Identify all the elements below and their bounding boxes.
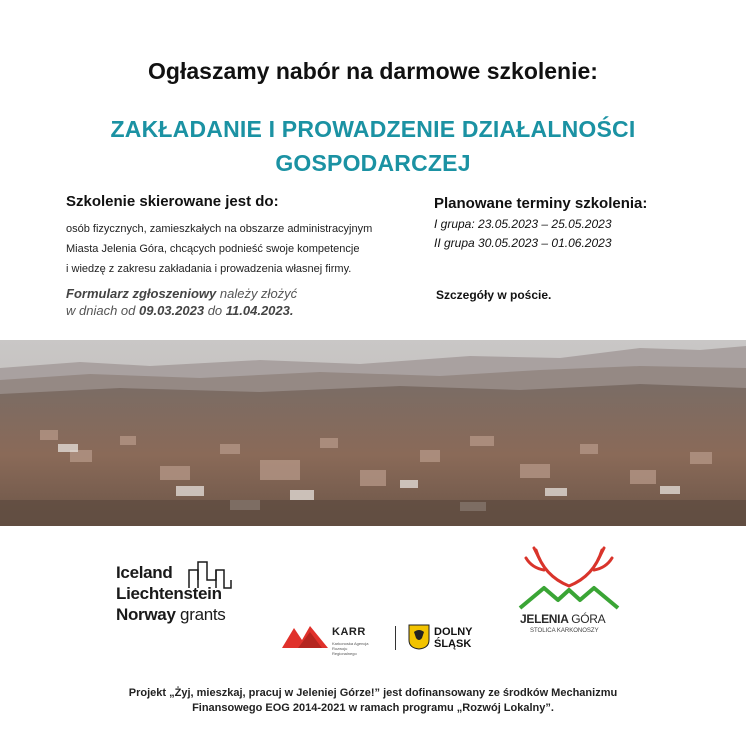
karr-mountain-icon xyxy=(282,622,328,648)
form-info xyxy=(66,285,297,319)
training-title-line1: ZAKŁADANIE I PROWADZENIE DZIAŁALNOŚCI xyxy=(110,116,636,142)
jelenia-gora-name-b: GÓRA xyxy=(571,612,606,626)
jelenia-gora-logo xyxy=(514,546,624,634)
form-date-from: 09.03.2023 xyxy=(139,303,205,318)
audience-heading: Szkolenie skierowane jest do: xyxy=(66,193,279,210)
eea-flags-icon xyxy=(188,558,232,590)
footer-line1: Projekt „Żyj, mieszkaj, pracuj w Jeleniej Górze!” jest dofinansowany ze środków Mechanizmu xyxy=(128,687,618,699)
logo-divider xyxy=(395,626,396,650)
headline: Ogłaszamy nabór na darmowe szkolenie: xyxy=(148,58,598,84)
eea-iceland: Iceland xyxy=(116,563,173,582)
deer-antlers-icon xyxy=(514,546,624,610)
jelenia-gora-subtitle: STOLICA KARKONOSZY xyxy=(530,628,599,634)
dolny-slask-line2: ŚLĄSK xyxy=(434,638,472,650)
form-text: do xyxy=(204,303,226,318)
eea-grants: grants xyxy=(180,605,226,624)
jelenia-gora-name-a: JELENIA xyxy=(520,612,569,626)
audience-description xyxy=(66,219,426,279)
details-note: Szczegóły w poście. xyxy=(436,288,552,302)
form-date-to: 11.04.2023. xyxy=(225,303,294,318)
eea-liechtenstein: Liechtenstein xyxy=(116,584,222,603)
schedule-group-1: I grupa: 23.05.2023 – 25.05.2023 xyxy=(434,217,612,231)
city-panorama-image xyxy=(0,340,746,526)
eea-norway: Norway xyxy=(116,605,176,624)
karr-name: KARR xyxy=(332,626,366,638)
audience-line: osób fizycznych, zamieszkałych na obszarze administracyjnym xyxy=(66,223,373,235)
form-text: w dniach od xyxy=(66,303,139,318)
project-footer xyxy=(40,686,706,716)
form-text: należy złożyć xyxy=(216,286,298,301)
eea-grants-logo xyxy=(116,562,226,625)
training-title xyxy=(40,112,706,180)
form-label: Formularz zgłoszeniowy xyxy=(66,286,217,301)
karr-logo xyxy=(282,622,369,656)
footer-line2: Finansowego EOG 2014-2021 w ramach programu „Rozwój Lokalny”. xyxy=(192,702,554,714)
audience-line: Miasta Jelenia Góra, chcących podnieść swoje kompetencje xyxy=(66,243,360,255)
dolny-slask-logo xyxy=(408,624,473,655)
training-title-line2: GOSPODARCZEJ xyxy=(275,150,471,176)
schedule-group-2: II grupa 30.05.2023 – 01.06.2023 xyxy=(434,236,612,250)
dolny-slask-crest-icon xyxy=(408,624,430,650)
schedule-heading: Planowane terminy szkolenia: xyxy=(434,195,648,212)
karr-subtitle: Karkonoska Agencja Rozwoju Regionalnego xyxy=(332,641,369,656)
dolny-slask-line1: DOLNY xyxy=(434,626,473,638)
audience-line: i wiedzę z zakresu zakładania i prowadzenia własnej firmy. xyxy=(66,263,352,275)
